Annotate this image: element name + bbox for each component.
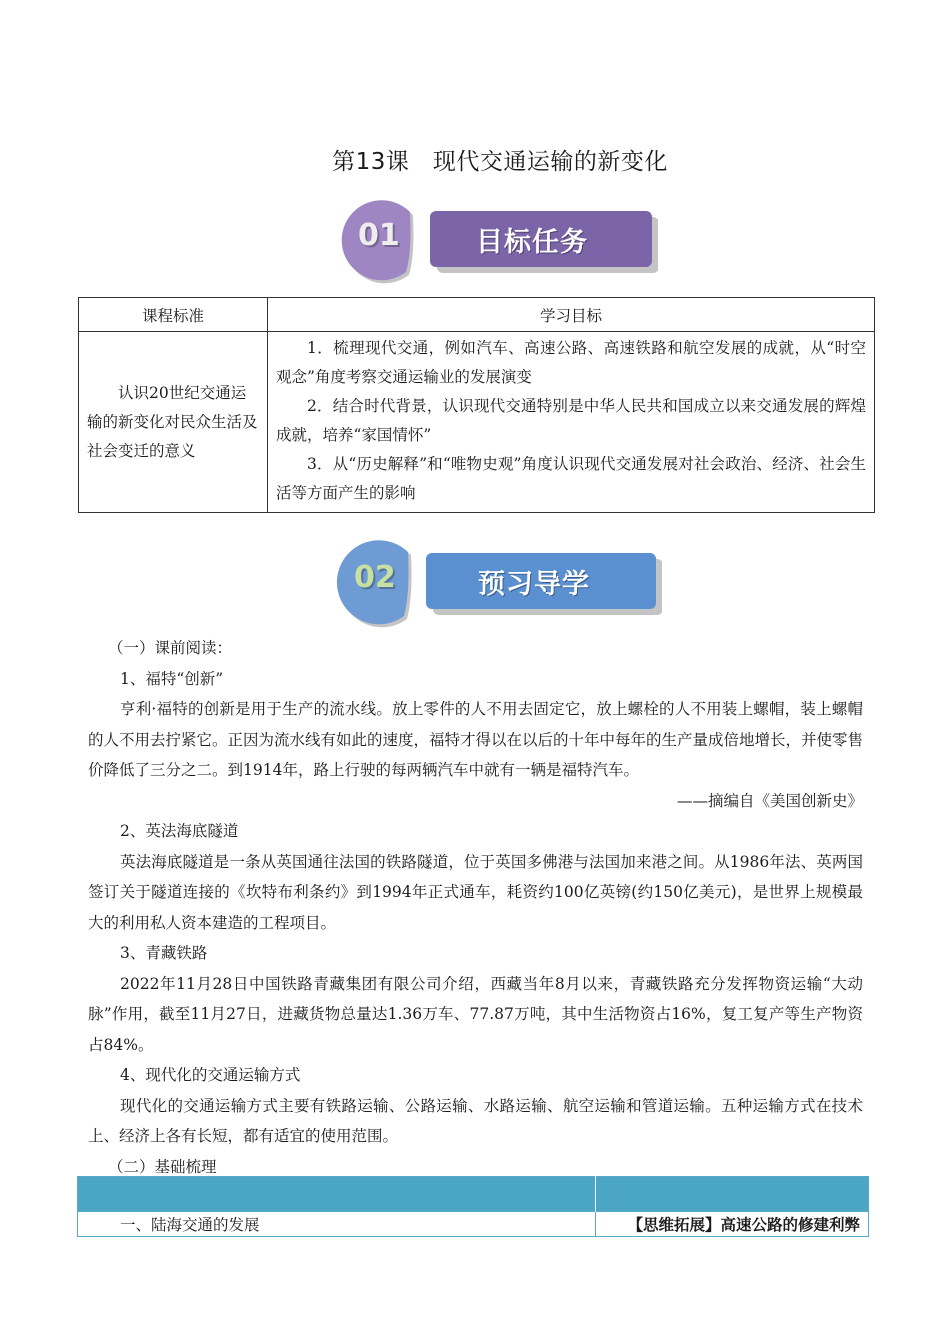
reading-text: 亨利·福特的创新是用于生产的流水线。放上零件的人不用去固定它，放上螺栓的人不用装上螺帽，装上螺帽的人不用去拧紧它。正因为流水线有如此的速度，福特才得以在以后的十年中每年的生产量成倍地增长，并使零售价降低了三分之二。到1914年，路上行驶的每两辆汽车中就有一辆是福特汽车。 bbox=[88, 700, 864, 779]
objective-item: 3．从“历史解释”和“唯物史观”角度认识现代交通发展对社会政治、经济、社会生活等方面产生的影响 bbox=[276, 455, 866, 502]
outline-left-heading: 一、陆海交通的发展 bbox=[78, 1212, 596, 1237]
section-heading: （二）基础梳理 bbox=[108, 1157, 217, 1176]
badge-label: 目标任务 bbox=[476, 227, 588, 258]
badge-number: 01 bbox=[358, 218, 400, 253]
outline-band bbox=[596, 1177, 869, 1212]
objective-item: 2．结合时代背景，认识现代交通特别是中华人民共和国成立以来交通发展的辉煌成就，培养“家国情怀” bbox=[276, 397, 866, 444]
section-badge-preview bbox=[322, 538, 662, 628]
goals-table bbox=[78, 297, 875, 513]
reading-title: 4、现代化的交通运输方式 bbox=[120, 1066, 301, 1084]
objective-item: 1．梳理现代交通，例如汽车、高速公路、高速铁路和航空发展的成就，从“时空观念”角度考察交通运输业的发展演变 bbox=[276, 339, 866, 386]
badge-number: 02 bbox=[354, 560, 396, 595]
section-heading: （一）课前阅读： bbox=[108, 639, 233, 657]
outline-table bbox=[77, 1176, 869, 1237]
header-objectives: 学习目标 bbox=[268, 298, 875, 332]
header-standard: 课程标准 bbox=[79, 298, 268, 332]
reading-title: 3、青藏铁路 bbox=[120, 944, 208, 962]
reading-text: 现代化的交通运输方式主要有铁路运输、公路运输、水路运输、航空运输和管道运输。五种运输方式在技术上、经济上各有长短，都有适宜的使用范围。 bbox=[88, 1096, 863, 1145]
outline-band bbox=[78, 1177, 596, 1212]
outline-right-heading: 【思维拓展】高速公路的修建利弊 bbox=[596, 1212, 869, 1237]
reading-text: 英法海底隧道是一条从英国通往法国的铁路隧道，位于英国多佛港与法国加来港之间。从1986年法、英两国签订关于隧道连接的《坎特布利条约》到1994年正式通车，耗资约100亿英镑(约150亿美元)，是世界上规模最大的利用私人资本建造的工程项目。 bbox=[88, 852, 863, 932]
page-title: 第13课 现代交通运输的新变化 bbox=[332, 149, 668, 175]
preview-reading bbox=[88, 633, 863, 1182]
reading-title: 1、福特“创新” bbox=[120, 669, 224, 688]
course-standard: 认识20世纪交通运输的新变化对民众生活及社会变迁的意义 bbox=[79, 332, 268, 513]
section-badge-goals bbox=[326, 200, 658, 286]
reading-text: 2022年11月28日中国铁路青藏集团有限公司介绍，西藏当年8月以来，青藏铁路充分发挥物资运输“大动脉”作用，截至11月27日，进藏货物总量达1.36万车、77.87万吨，其中生活物资占16%，复工复产等生产物资占84%。 bbox=[88, 974, 863, 1054]
reading-title: 2、英法海底隧道 bbox=[120, 822, 239, 840]
badge-label: 预习导学 bbox=[478, 569, 590, 600]
reading-source: ——摘编自《美国创新史》 bbox=[676, 791, 863, 810]
objectives-cell bbox=[268, 332, 875, 513]
